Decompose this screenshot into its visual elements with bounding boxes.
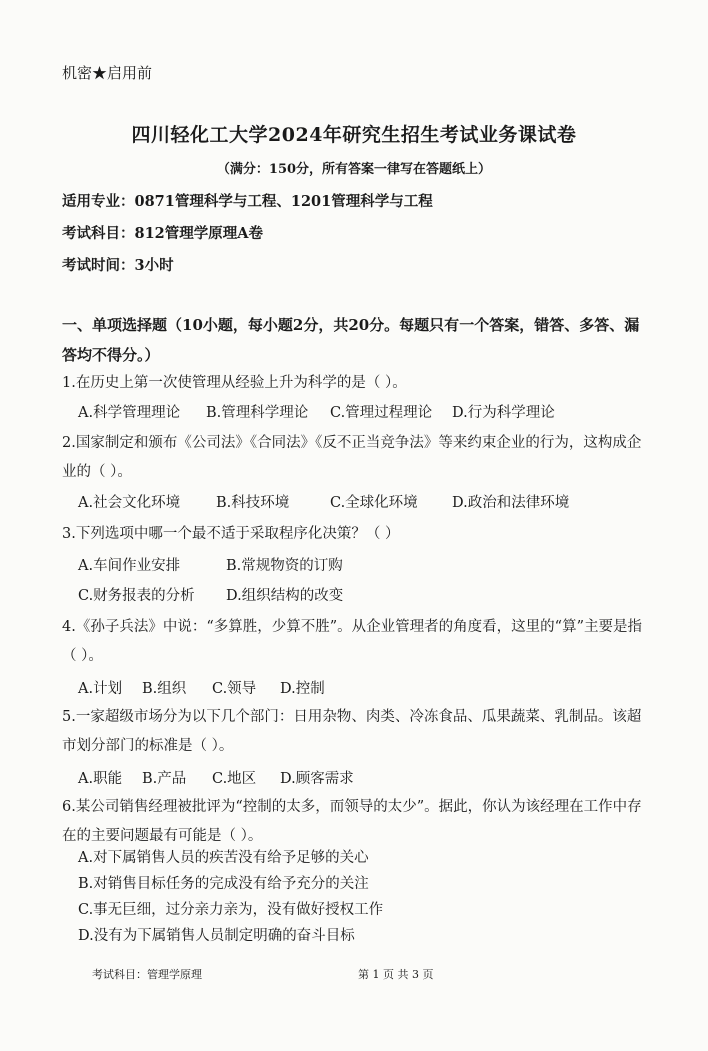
option: B.管理科学理论 — [206, 405, 309, 421]
option: C.管理过程理论 — [330, 405, 433, 421]
option: D.顾客需求 — [280, 771, 354, 787]
option: D.行为科学理论 — [452, 405, 555, 421]
question-stem: 5.一家超级市场分为以下几个部门：日用杂物、肉类、冷冻食品、瓜果蔬菜、乳制品。该超市划分部门的标准是（ ）。 — [62, 709, 642, 754]
footer-subject: 考试科目：管理学原理 — [92, 968, 202, 981]
option: C.地区 — [212, 771, 257, 787]
option: D.组织结构的改变 — [226, 588, 344, 604]
section-heading: 一、单项选择题（10小题，每小题2分，共20分。每题只有一个答案，错答、多答、漏答均不得分。） — [62, 316, 640, 364]
question-stem: 3.下列选项中哪一个最不适于采取程序化决策？（ ） — [62, 526, 400, 542]
exam-subject: 考试科目：812管理学原理A卷 — [62, 225, 264, 242]
option: C.事无巨细，过分亲力亲为，没有做好授权工作 — [78, 902, 384, 918]
exam-subtitle: （满分：150分，所有答案一律写在答题纸上） — [216, 162, 492, 177]
question-stem: 4.《孙子兵法》中说：“多算胜，少算不胜”。从企业管理者的角度看，这里的“算”主要是指（ ）。 — [62, 619, 642, 664]
option: C.领导 — [212, 681, 257, 697]
option: D.政治和法律环境 — [452, 495, 570, 511]
question-stem: 1.在历史上第一次使管理从经验上升为科学的是（ ）。 — [62, 375, 407, 391]
exam-title: 四川轻化工大学2024年研究生招生考试业务课试卷 — [131, 124, 577, 146]
option: A.社会文化环境 — [78, 495, 181, 511]
option: A.职能 — [78, 771, 123, 787]
page-number: 第 1 页 共 3 页 — [358, 968, 434, 981]
confidential-label: 机密★启用前 — [62, 64, 153, 82]
option: A.科学管理理论 — [78, 405, 181, 421]
option: A.对下属销售人员的疾苦没有给予足够的关心 — [78, 850, 369, 866]
option: C.财务报表的分析 — [78, 588, 195, 604]
exam-duration: 考试时间：3小时 — [62, 257, 174, 274]
question-stem: 6.某公司销售经理被批评为“控制的太多，而领导的太少”。据此，你认为该经理在工作中存在的主要问题最有可能是（ ）。 — [62, 799, 642, 844]
option: A.车间作业安排 — [78, 558, 181, 574]
option: B.对销售目标任务的完成没有给予充分的关注 — [78, 876, 369, 892]
question-stem: 2.国家制定和颁布《公司法》《合同法》《反不正当竞争法》等来约束企业的行为，这构成企业的（ ）。 — [62, 435, 642, 480]
option: D.控制 — [280, 681, 325, 697]
option: A.计划 — [78, 681, 123, 697]
option: D.没有为下属销售人员制定明确的奋斗目标 — [78, 928, 355, 944]
option: C.全球化环境 — [330, 495, 418, 511]
option: B.科技环境 — [216, 495, 290, 511]
option: B.产品 — [142, 771, 187, 787]
option: B.组织 — [142, 681, 187, 697]
option: B.常规物资的订购 — [226, 558, 343, 574]
applicable-major: 适用专业：0871管理科学与工程、1201管理科学与工程 — [62, 193, 433, 210]
